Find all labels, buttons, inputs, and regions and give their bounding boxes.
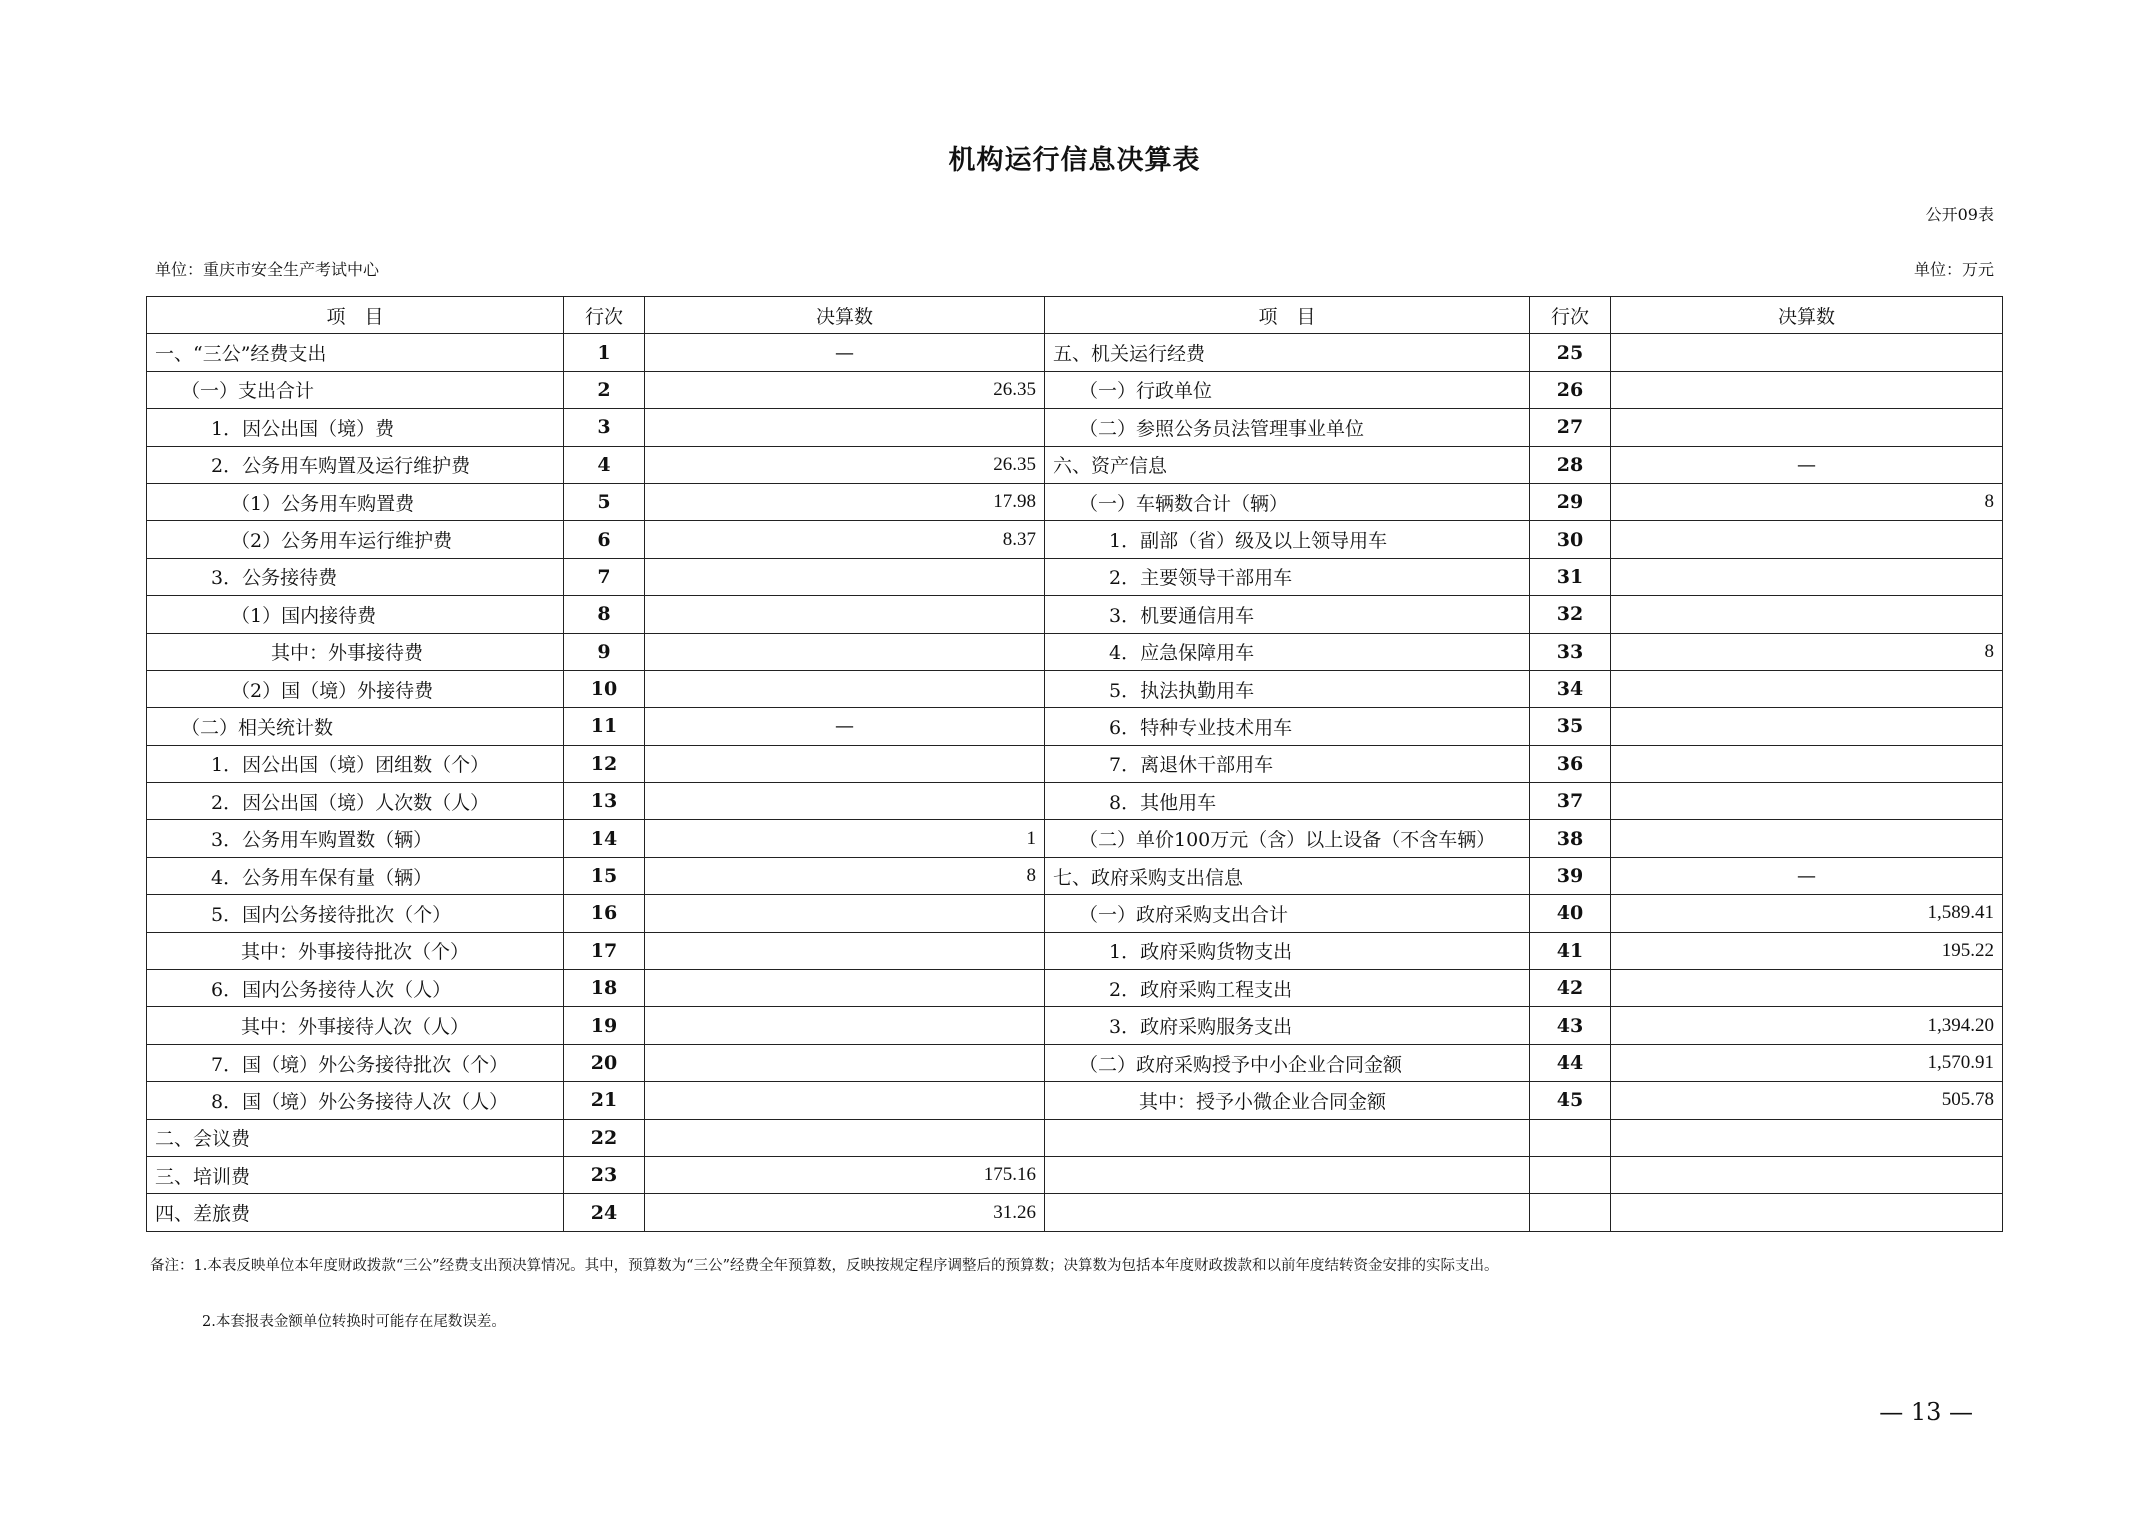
currency-unit: 单位：万元	[1913, 260, 1994, 279]
row-number-right: 31	[1530, 558, 1611, 595]
item-left: 1．因公出国（境）费	[147, 409, 564, 446]
row-number-left: 2	[564, 371, 645, 408]
footnote-1: 备注：1.本表反映单位本年度财政拨款“三公”经费支出预决算情况。其中，预算数为“三公”经费全年预算数，反映按规定程序调整后的预算数；决算数为包括本年度财政拨款和以前年度结转资金安排的实际支出。	[150, 1258, 1499, 1274]
row-number-right: 30	[1530, 521, 1611, 558]
row-number-right: 25	[1530, 334, 1611, 371]
row-number-left: 24	[564, 1194, 645, 1231]
value-right: —	[1611, 857, 2003, 894]
value-right: 1,589.41	[1611, 895, 2003, 932]
table-row	[147, 1082, 2003, 1119]
item-left: 三、培训费	[147, 1156, 564, 1193]
value-right	[1611, 521, 2003, 558]
value-left: 8.37	[645, 521, 1045, 558]
row-number-right: 36	[1530, 745, 1611, 782]
value-left	[645, 1082, 1045, 1119]
item-left: 7．国（境）外公务接待批次（个）	[147, 1044, 564, 1081]
value-right	[1611, 409, 2003, 446]
row-number-left: 15	[564, 857, 645, 894]
footnote-2: 2.本套报表金额单位转换时可能存在尾数误差。	[202, 1314, 506, 1330]
item-right: 5．执法执勤用车	[1045, 670, 1530, 707]
row-number-left: 13	[564, 783, 645, 820]
item-right: 6．特种专业技术用车	[1045, 708, 1530, 745]
value-left	[645, 633, 1045, 670]
form-code: 公开09表	[1925, 205, 1994, 224]
header-value-right: 决算数	[1611, 297, 2003, 334]
item-left: 其中：外事接待批次（个）	[147, 932, 564, 969]
value-left	[645, 783, 1045, 820]
page-number: — 13 —	[1879, 1398, 1973, 1426]
item-right	[1045, 1156, 1530, 1193]
row-number-left: 6	[564, 521, 645, 558]
item-right: 3．机要通信用车	[1045, 596, 1530, 633]
value-right	[1611, 670, 2003, 707]
item-right: 七、政府采购支出信息	[1045, 857, 1530, 894]
row-number-right	[1530, 1119, 1611, 1156]
row-number-right: 35	[1530, 708, 1611, 745]
table-row	[147, 970, 2003, 1007]
table-row	[147, 446, 2003, 483]
value-right: 8	[1611, 633, 2003, 670]
row-number-left: 17	[564, 932, 645, 969]
value-left	[645, 670, 1045, 707]
row-number-left: 4	[564, 446, 645, 483]
item-right: 3．政府采购服务支出	[1045, 1007, 1530, 1044]
item-left: 四、差旅费	[147, 1194, 564, 1231]
table-row	[147, 371, 2003, 408]
value-right	[1611, 1119, 2003, 1156]
value-right	[1611, 1194, 2003, 1231]
row-number-right: 28	[1530, 446, 1611, 483]
row-number-right: 26	[1530, 371, 1611, 408]
value-left	[645, 745, 1045, 782]
value-left	[645, 1007, 1045, 1044]
row-number-right: 33	[1530, 633, 1611, 670]
row-number-right: 41	[1530, 932, 1611, 969]
value-right: —	[1611, 446, 2003, 483]
item-right: 1．副部（省）级及以上领导用车	[1045, 521, 1530, 558]
item-right: 1．政府采购货物支出	[1045, 932, 1530, 969]
value-left: —	[645, 708, 1045, 745]
row-number-left: 16	[564, 895, 645, 932]
table-row	[147, 857, 2003, 894]
value-right	[1611, 708, 2003, 745]
row-number-left: 3	[564, 409, 645, 446]
value-left	[645, 970, 1045, 1007]
item-right: （二）政府采购授予中小企业合同金额	[1045, 1044, 1530, 1081]
value-right	[1611, 334, 2003, 371]
row-number-right: 27	[1530, 409, 1611, 446]
value-left	[645, 1119, 1045, 1156]
table-row	[147, 670, 2003, 707]
value-left	[645, 1044, 1045, 1081]
table-row	[147, 521, 2003, 558]
value-left: 17.98	[645, 483, 1045, 520]
row-number-left: 11	[564, 708, 645, 745]
item-left: （2）公务用车运行维护费	[147, 521, 564, 558]
row-number-left: 18	[564, 970, 645, 1007]
row-number-left: 5	[564, 483, 645, 520]
table-row	[147, 708, 2003, 745]
value-right: 1,394.20	[1611, 1007, 2003, 1044]
row-number-right	[1530, 1156, 1611, 1193]
item-left: 8．国（境）外公务接待人次（人）	[147, 1082, 564, 1119]
value-left: 1	[645, 820, 1045, 857]
header-item-left: 项 目	[147, 297, 564, 334]
row-number-right: 37	[1530, 783, 1611, 820]
value-left: 175.16	[645, 1156, 1045, 1193]
row-number-left: 22	[564, 1119, 645, 1156]
row-number-right: 29	[1530, 483, 1611, 520]
item-right: （一）车辆数合计（辆）	[1045, 483, 1530, 520]
settlement-table	[146, 296, 2003, 1232]
item-right: （二）参照公务员法管理事业单位	[1045, 409, 1530, 446]
item-right: 7．离退休干部用车	[1045, 745, 1530, 782]
value-right	[1611, 745, 2003, 782]
value-right	[1611, 970, 2003, 1007]
item-right: 六、资产信息	[1045, 446, 1530, 483]
item-right: 2．主要领导干部用车	[1045, 558, 1530, 595]
item-left: 二、会议费	[147, 1119, 564, 1156]
row-number-left: 21	[564, 1082, 645, 1119]
item-left: 一、“三公”经费支出	[147, 334, 564, 371]
reporting-unit: 单位：重庆市安全生产考试中心	[155, 260, 380, 279]
item-right: （一）行政单位	[1045, 371, 1530, 408]
row-number-left: 23	[564, 1156, 645, 1193]
item-right: 2．政府采购工程支出	[1045, 970, 1530, 1007]
table-row	[147, 1044, 2003, 1081]
row-number-left: 14	[564, 820, 645, 857]
row-number-right: 39	[1530, 857, 1611, 894]
item-left: 1．因公出国（境）团组数（个）	[147, 745, 564, 782]
row-number-right: 38	[1530, 820, 1611, 857]
table-row	[147, 1119, 2003, 1156]
row-number-left: 19	[564, 1007, 645, 1044]
item-right	[1045, 1194, 1530, 1231]
row-number-right: 44	[1530, 1044, 1611, 1081]
value-right: 1,570.91	[1611, 1044, 2003, 1081]
table-row	[147, 633, 2003, 670]
value-right: 8	[1611, 483, 2003, 520]
header-row-number-right: 行次	[1530, 297, 1611, 334]
table-header-row	[147, 297, 2003, 334]
item-left: 其中：外事接待费	[147, 633, 564, 670]
item-left: （2）国（境）外接待费	[147, 670, 564, 707]
table-row	[147, 334, 2003, 371]
item-left: 6．国内公务接待人次（人）	[147, 970, 564, 1007]
table-row	[147, 1007, 2003, 1044]
table-row	[147, 820, 2003, 857]
row-number-right	[1530, 1194, 1611, 1231]
table-row	[147, 596, 2003, 633]
value-right	[1611, 371, 2003, 408]
row-number-right: 45	[1530, 1082, 1611, 1119]
value-left: 26.35	[645, 371, 1045, 408]
table-row	[147, 895, 2003, 932]
value-left: 8	[645, 857, 1045, 894]
value-right	[1611, 783, 2003, 820]
row-number-right: 40	[1530, 895, 1611, 932]
item-left: 5．国内公务接待批次（个）	[147, 895, 564, 932]
row-number-right: 32	[1530, 596, 1611, 633]
page-title: 机构运行信息决算表	[948, 145, 1201, 176]
value-left: —	[645, 334, 1045, 371]
row-number-right: 42	[1530, 970, 1611, 1007]
table-row	[147, 932, 2003, 969]
value-right	[1611, 820, 2003, 857]
row-number-left: 1	[564, 334, 645, 371]
value-left	[645, 558, 1045, 595]
table-row	[147, 1156, 2003, 1193]
item-right: 五、机关运行经费	[1045, 334, 1530, 371]
value-right: 195.22	[1611, 932, 2003, 969]
row-number-left: 7	[564, 558, 645, 595]
value-left	[645, 932, 1045, 969]
value-left	[645, 895, 1045, 932]
item-left: 4．公务用车保有量（辆）	[147, 857, 564, 894]
item-left: 2．公务用车购置及运行维护费	[147, 446, 564, 483]
value-right	[1611, 596, 2003, 633]
table-row	[147, 409, 2003, 446]
table-row	[147, 745, 2003, 782]
item-left: 其中：外事接待人次（人）	[147, 1007, 564, 1044]
item-left: （一）支出合计	[147, 371, 564, 408]
table-row	[147, 783, 2003, 820]
header-value-left: 决算数	[645, 297, 1045, 334]
item-left: （二）相关统计数	[147, 708, 564, 745]
header-item-right: 项 目	[1045, 297, 1530, 334]
table-row	[147, 558, 2003, 595]
row-number-left: 20	[564, 1044, 645, 1081]
row-number-right: 43	[1530, 1007, 1611, 1044]
table-row	[147, 1194, 2003, 1231]
header-row-number-left: 行次	[564, 297, 645, 334]
value-right	[1611, 1156, 2003, 1193]
row-number-left: 8	[564, 596, 645, 633]
item-right: 其中：授予小微企业合同金额	[1045, 1082, 1530, 1119]
item-left: （1）国内接待费	[147, 596, 564, 633]
item-right: 8．其他用车	[1045, 783, 1530, 820]
value-left	[645, 409, 1045, 446]
item-left: 3．公务接待费	[147, 558, 564, 595]
value-left	[645, 596, 1045, 633]
item-left: （1）公务用车购置费	[147, 483, 564, 520]
row-number-left: 9	[564, 633, 645, 670]
row-number-left: 12	[564, 745, 645, 782]
value-right	[1611, 558, 2003, 595]
item-right: （一）政府采购支出合计	[1045, 895, 1530, 932]
item-left: 3．公务用车购置数（辆）	[147, 820, 564, 857]
row-number-right: 34	[1530, 670, 1611, 707]
value-left: 31.26	[645, 1194, 1045, 1231]
item-right	[1045, 1119, 1530, 1156]
item-right: 4．应急保障用车	[1045, 633, 1530, 670]
table-row	[147, 483, 2003, 520]
item-left: 2．因公出国（境）人次数（人）	[147, 783, 564, 820]
value-right: 505.78	[1611, 1082, 2003, 1119]
item-right: （二）单价100万元（含）以上设备（不含车辆）	[1045, 820, 1530, 857]
row-number-left: 10	[564, 670, 645, 707]
value-left: 26.35	[645, 446, 1045, 483]
